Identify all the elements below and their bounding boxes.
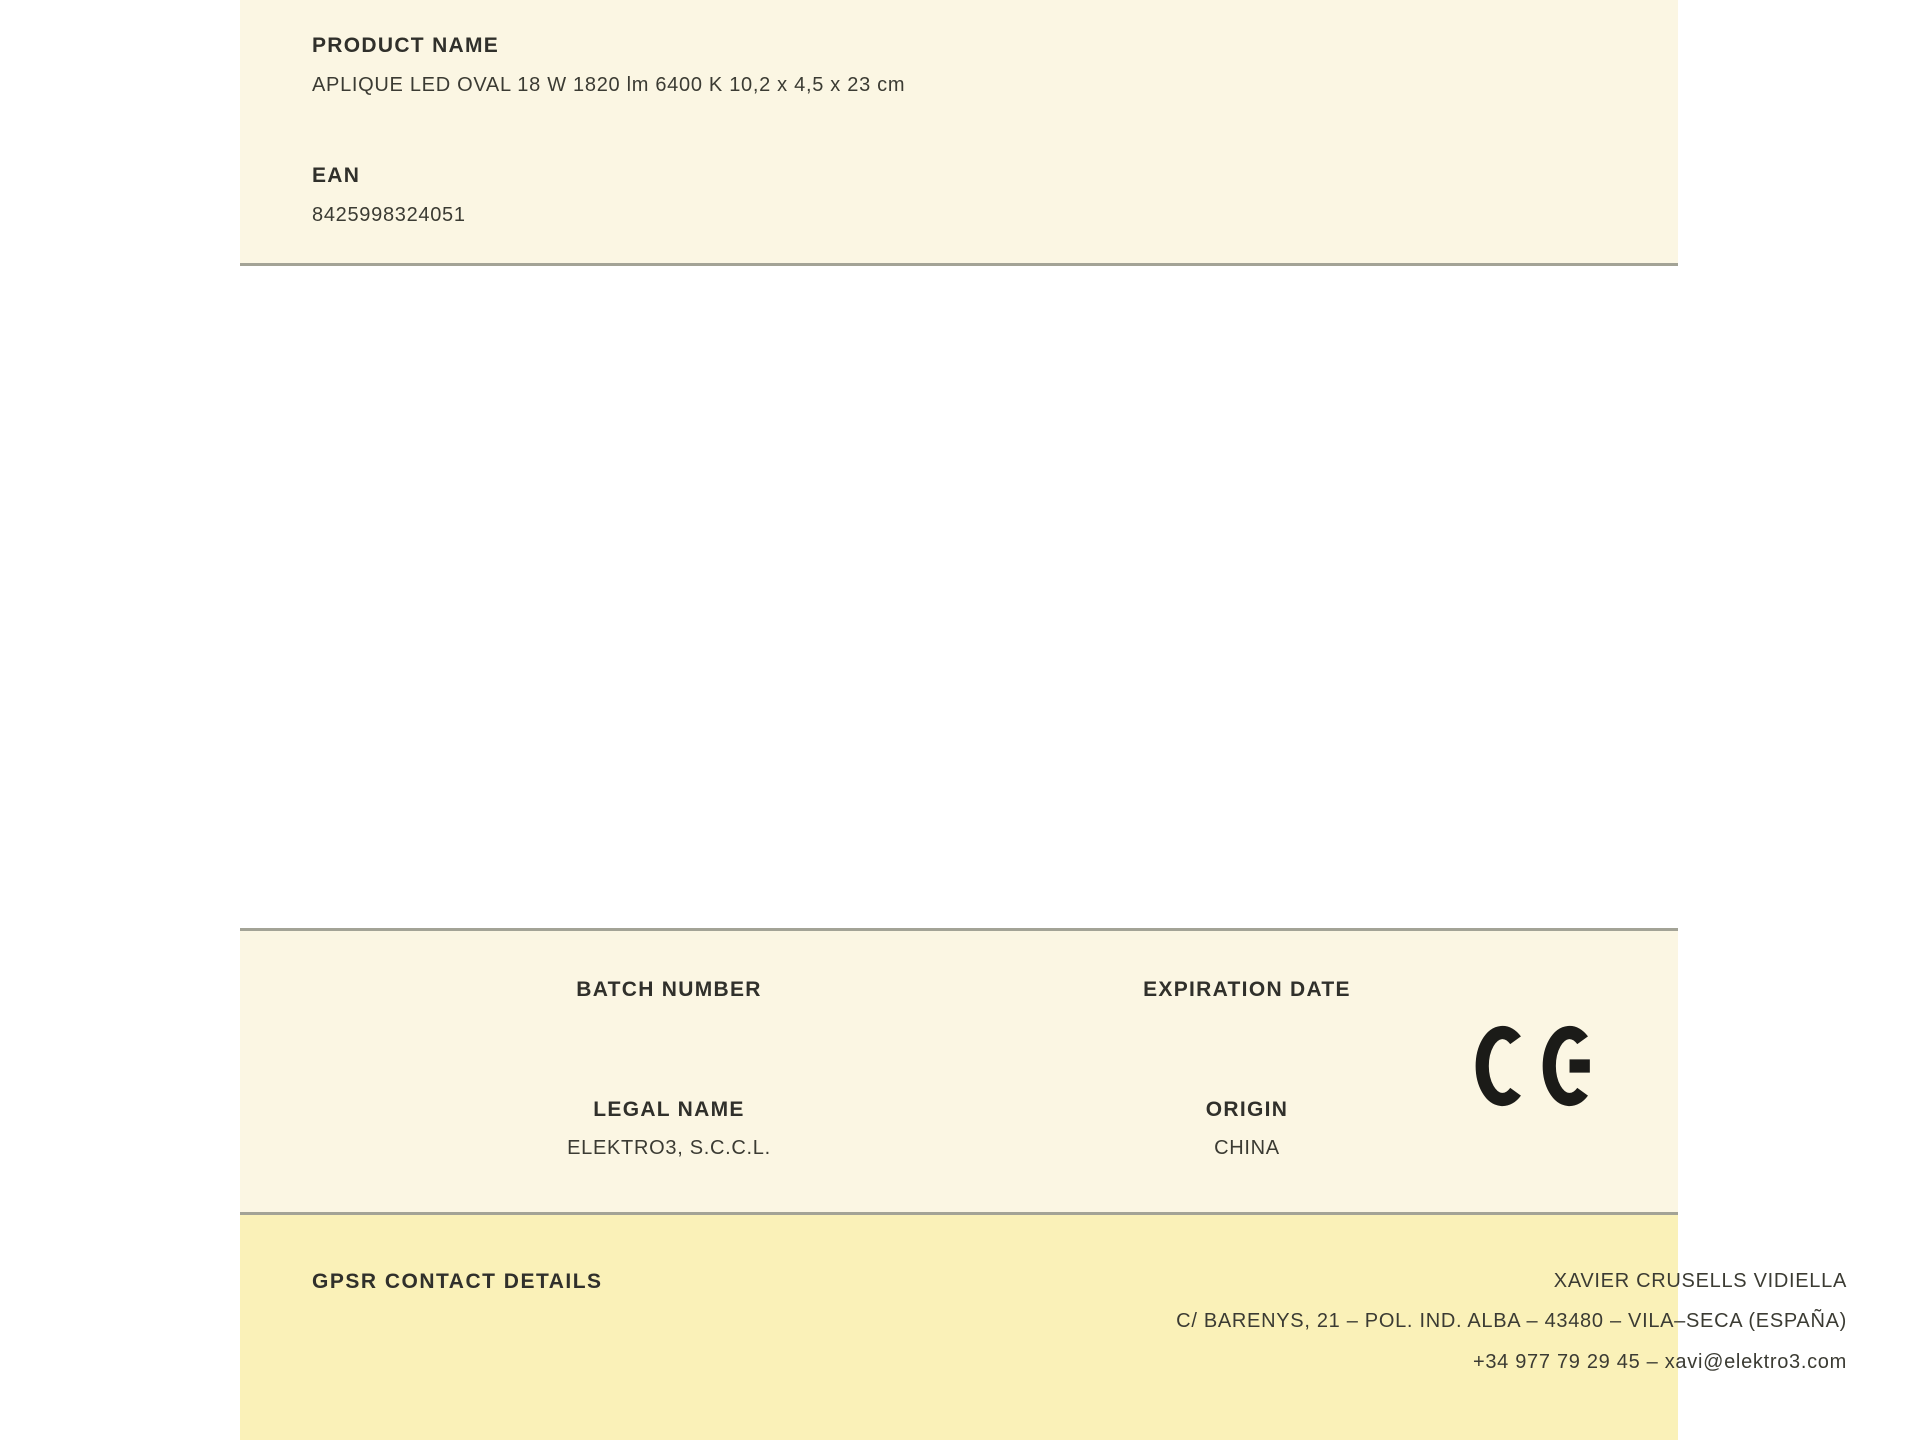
gpsr-contact-name: XAVIER CRUSELLS VIDIELLA [1553, 1270, 1847, 1292]
origin-label: ORIGIN [1205, 1098, 1289, 1121]
origin-value: CHINA [1214, 1137, 1280, 1159]
legal-name-label: LEGAL NAME [593, 1098, 745, 1121]
product-info-section [240, 0, 1678, 266]
product-name-label: PRODUCT NAME [312, 34, 500, 57]
product-name-value: APLIQUE LED OVAL 18 W 1820 lm 6400 K 10,2 x 4,5 x 23 cm [312, 74, 906, 96]
gpsr-contact-details-label: GPSR CONTACT DETAILS [312, 1270, 603, 1293]
gpsr-contact-address: C/ BARENYS, 21 – POL. IND. ALBA – 43480 – VILA–SECA (ESPAÑA) [1176, 1310, 1847, 1332]
expiration-date-label: EXPIRATION DATE [1143, 978, 1351, 1001]
traceability-section [240, 928, 1678, 1215]
batch-number-label: BATCH NUMBER [576, 978, 762, 1001]
gpsr-contact-phone-email: +34 977 79 29 45 – xavi@elektro3.com [1472, 1351, 1847, 1373]
ce-mark-icon [1472, 1023, 1600, 1109]
legal-name-value: ELEKTRO3, S.C.C.L. [567, 1137, 771, 1159]
ean-value: 8425998324051 [312, 204, 466, 226]
ean-label: EAN [312, 164, 361, 187]
